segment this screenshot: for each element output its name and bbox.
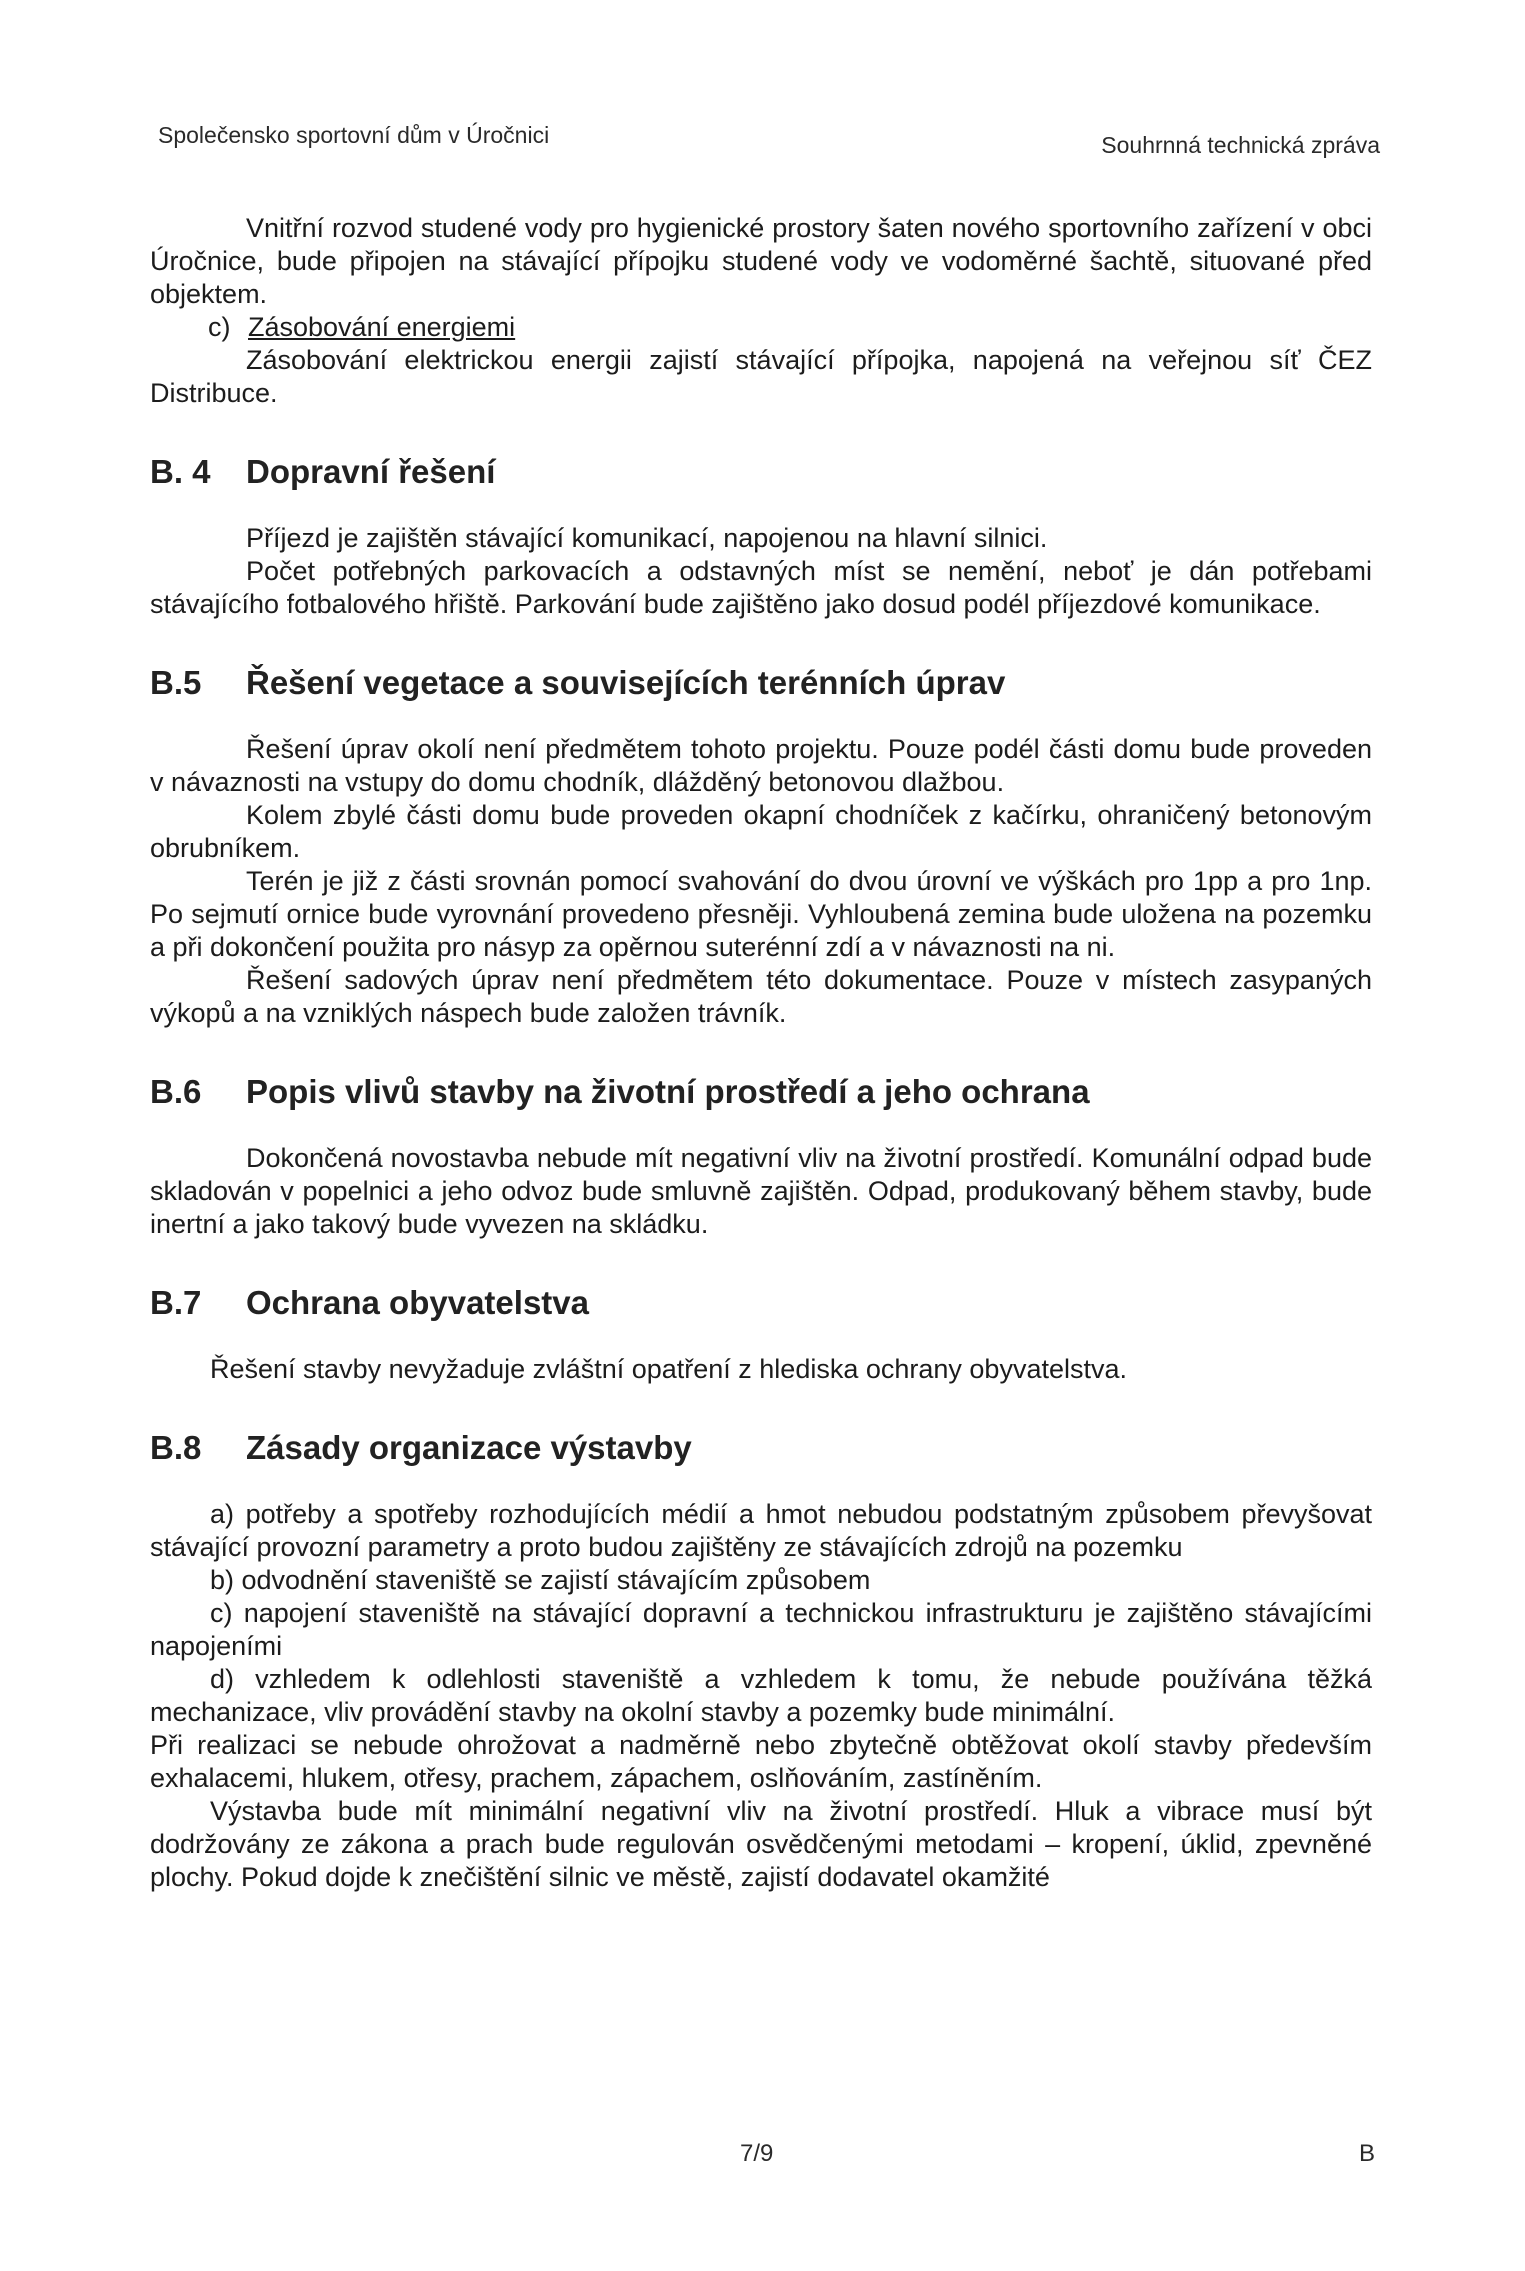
paragraph: Příjezd je zajištěn stávající komunikací, napojenou na hlavní silnici.: [246, 523, 1048, 553]
paragraph: Řešení stavby nevyžaduje zvláštní opatření z hlediska ochrany obyvatelstva.: [210, 1354, 1127, 1384]
paragraph: Řešení úprav okolí není předmětem tohoto projektu. Pouze podél části domu bude proveden v návaznosti na vstupy do domu chodník, dlážděný betonovou dlažbou.: [150, 734, 1372, 797]
section-heading-b7: [150, 1283, 1372, 1323]
paragraph: Řešení sadových úprav není předmětem této dokumentace. Pouze v místech zasypaných výkopů a na vzniklých náspech bude založen trávník.: [150, 965, 1372, 1028]
paragraph: Výstavba bude mít minimální negativní vliv na životní prostředí. Hluk a vibrace musí být dodržovány ze zákona a prach bude regulován osvědčenými metodami – kropení, úklid, zpevněné plochy. Pokud dojde k znečištění silnic ve městě, zajistí dodavatel okamžité: [150, 1796, 1372, 1892]
section-heading-b8: [150, 1428, 1372, 1468]
paragraph: Terén je již z části srovnán pomocí svahování do dvou úrovní ve výškách pro 1pp a pro 1np. Po sejmutí ornice bude vyrovnání provedeno přesněji. Vyhloubená zemina bude uložena na pozemku a při dokončení použita pro násyp za opěrnou suterénní zdí a v návaznosti na ni.: [150, 866, 1372, 962]
section-number: B.5: [150, 664, 202, 701]
paragraph: Počet potřebných parkovacích a odstavných míst se nemění, neboť je dán potřebami stávajícího fotbalového hřiště. Parkování bude zajištěno jako dosud podél příjezdové komunikace.: [150, 556, 1372, 619]
header-project-name: Společensko sportovní dům v Úročnici: [158, 122, 550, 148]
section-number: B.6: [150, 1073, 202, 1110]
section-heading-b5: [150, 663, 1372, 703]
subsection-energy: [208, 311, 1372, 344]
header-document-type: Souhrnná technická zpráva: [1101, 132, 1380, 158]
list-item-c: c) napojení staveniště na stávající dopravní a technickou infrastrukturu je zajištěno stávajícími napojeními: [150, 1598, 1372, 1661]
list-item-b: b) odvodnění staveniště se zajistí stávajícím způsobem: [210, 1565, 871, 1595]
subsection-title: Zásobování energiemi: [248, 312, 516, 342]
section-number: B. 4: [150, 453, 211, 490]
section-number: B.7: [150, 1284, 202, 1321]
paragraph-energy: Zásobování elektrickou energii zajistí stávající přípojka, napojená na veřejnou síť ČEZ Distribuce.: [150, 345, 1372, 408]
section-title: Ochrana obyvatelstva: [246, 1284, 589, 1321]
section-title: Zásady organizace výstavby: [246, 1429, 692, 1466]
document-body: [150, 212, 1372, 1894]
paragraph: Kolem zbylé části domu bude proveden okapní chodníček z kačírku, ohraničený betonovým obrubníkem.: [150, 800, 1372, 863]
section-title: Řešení vegetace a souvisejících terénních úprav: [246, 664, 1006, 701]
section-heading-b6: [150, 1072, 1372, 1112]
section-title: Popis vlivů stavby na životní prostředí a jeho ochrana: [246, 1073, 1090, 1110]
section-letter: B: [1358, 2140, 1375, 2167]
paragraph: Při realizaci se nebude ohrožovat a nadměrně nebo zbytečně obtěžovat okolí stavby především exhalacemi, hlukem, otřesy, prachem, zápachem, oslňováním, zastíněním.: [150, 1730, 1372, 1793]
section-heading-b4: [150, 452, 1372, 492]
section-title: Dopravní řešení: [246, 453, 496, 490]
subsection-label: c): [208, 312, 231, 342]
list-item-d: d) vzhledem k odlehlosti staveniště a vzhledem k tomu, že nebude používána těžká mechanizace, vliv provádění stavby na okolní stavby a pozemky bude minimální.: [150, 1664, 1372, 1727]
paragraph: Dokončená novostavba nebude mít negativní vliv na životní prostředí. Komunální odpad bude skladován v popelnici a jeho odvoz bude smluvně zajištěn. Odpad, produkovaný během stavby, bude inertní a jako takový bude vyvezen na skládku.: [150, 1143, 1372, 1239]
page-number: 7/9: [740, 2140, 774, 2167]
paragraph-water-supply: Vnitřní rozvod studené vody pro hygienické prostory šaten nového sportovního zařízení v obci Úročnice, bude připojen na stávající přípojku studené vody ve vodoměrné šachtě, situované před objektem.: [150, 213, 1372, 309]
section-number: B.8: [150, 1429, 202, 1466]
list-item-a: a) potřeby a spotřeby rozhodujících médií a hmot nebudou podstatným způsobem převyšovat stávající provozní parametry a proto budou zajištěny ze stávajících zdrojů na pozemku: [150, 1499, 1372, 1562]
